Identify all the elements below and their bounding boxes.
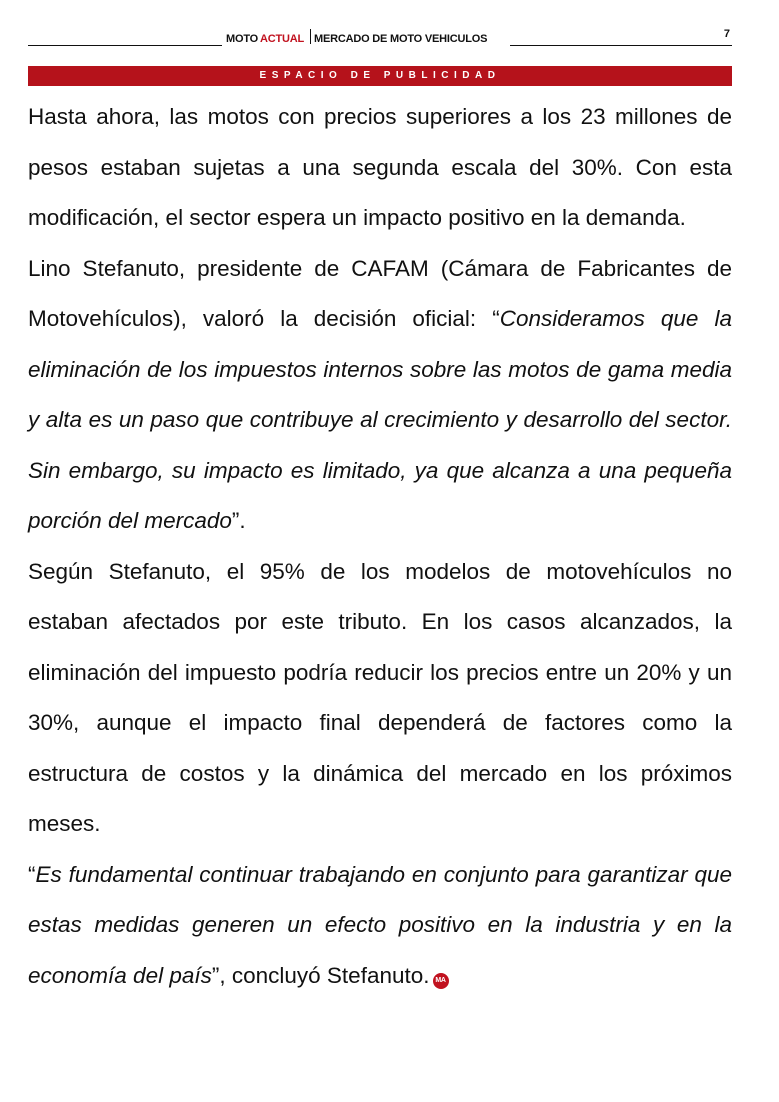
paragraph-2	[28, 244, 732, 547]
paragraph-4-close: ”, concluyó Stefanuto.	[211, 962, 430, 988]
article-body	[28, 92, 732, 1001]
page-header	[28, 24, 732, 50]
page-number: 7	[723, 28, 730, 40]
brand-actual: ACTUAL	[260, 32, 305, 45]
paragraph-4-open: “	[28, 861, 36, 887]
paragraph-1: Hasta ahora, las motos con precios superiores a los 23 millones de pesos estaban sujetas a una segunda escala del 30%. Con esta modificación, el sector espera un impacto positivo en la demanda.	[28, 104, 732, 230]
header-separator	[310, 29, 311, 44]
paragraph-3: Según Stefanuto, el 95% de los modelos de motovehículos no estaban afectados por este tributo. En los casos alcanzados, la eliminación del impuesto podría reducir los precios entre un 20% y un 30%, aunque el impacto final dependerá de factores como la estructura de costos y la dinámica del mercado en los próximos meses.	[28, 558, 732, 836]
paragraph-4-quote: Es fundamental continuar trabajando en conjunto para garantizar que estas medidas generen un efecto positivo en la industria y en la economía del país	[28, 861, 732, 988]
header-rule-left	[28, 45, 222, 46]
paragraph-2-quote: Consideramos que la eliminación de los impuestos internos sobre las motos de gama media y alta es un paso que contribuye al crecimiento y desarrollo del sector. Sin embargo, su impacto es limitado, ya que alcanza a una pequeña porción del mercado	[28, 306, 732, 533]
ad-banner: ESPACIO DE PUBLICIDAD	[28, 66, 732, 86]
header-title	[226, 31, 487, 46]
section-title: MERCADO DE MOTO VEHICULOS	[314, 32, 488, 45]
paragraph-2-close: ”.	[231, 508, 246, 533]
paragraph-4	[28, 850, 732, 1002]
paragraph-2-intro: Lino Stefanuto, presidente de CAFAM (Cámara de Fabricantes de Motovehículos), valoró la decisión oficial: “	[28, 255, 732, 331]
end-mark-icon: MA	[433, 973, 449, 989]
brand-moto: MOTO	[226, 32, 258, 45]
header-rule-right	[510, 45, 732, 46]
